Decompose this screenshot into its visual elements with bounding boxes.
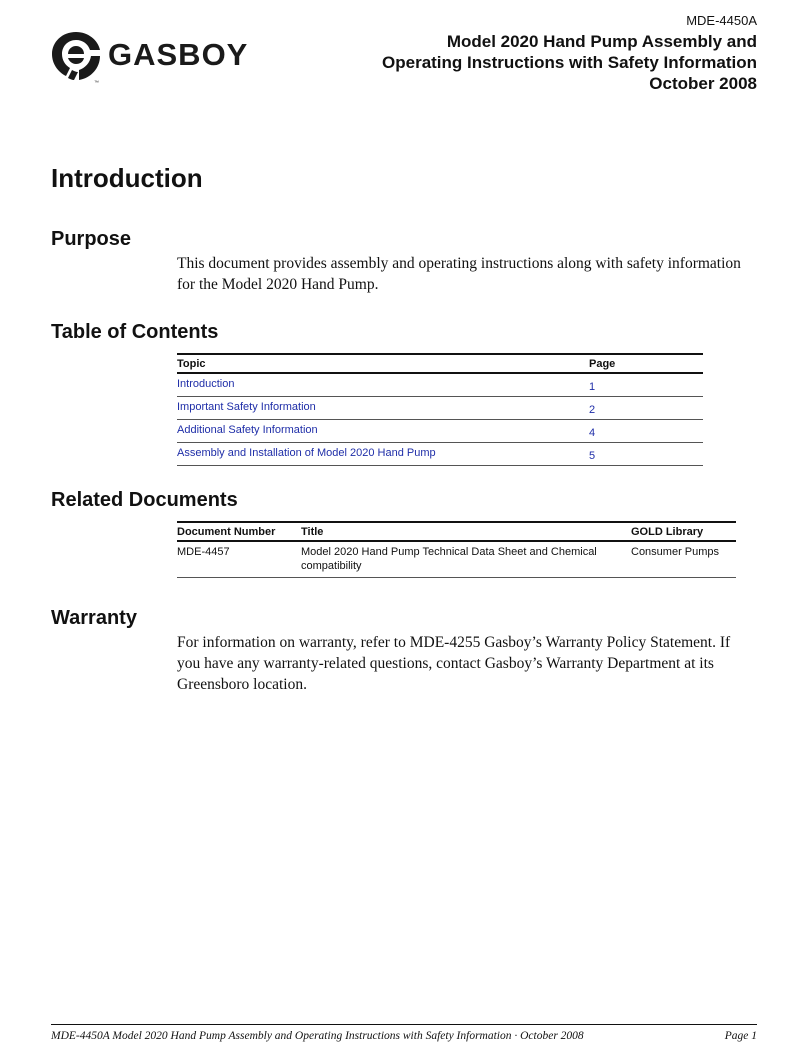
related-heading: Related Documents [51, 489, 238, 511]
related-header-row [177, 522, 736, 541]
toc-page-link[interactable]: 4 [589, 420, 703, 443]
related-doc-title: Model 2020 Hand Pump Technical Data Sheet and Chemical compatibility [301, 541, 631, 578]
related-doc-number: MDE-4457 [177, 541, 301, 578]
document-title-line: Model 2020 Hand Pump Assembly and [446, 32, 757, 51]
toc-topic-link[interactable]: Introduction [177, 373, 589, 397]
toc-col-topic: Topic [177, 354, 589, 373]
gasboy-emblem-icon [50, 30, 102, 82]
toc-col-page: Page [589, 354, 703, 373]
document-id: MDE-4450A [686, 13, 757, 28]
page-footer [51, 1024, 757, 1042]
footer-doc-info: MDE-4450A Model 2020 Hand Pump Assembly and Operating Instructions with Safety Information · October 2008 [51, 1030, 584, 1042]
toc-row[interactable] [177, 420, 703, 443]
purpose-text: This document provides assembly and operating instructions along with safety information for the Model 2020 Hand Pump. [177, 255, 741, 293]
toc-header-row [177, 354, 703, 373]
toc-page-link[interactable]: 5 [589, 443, 703, 466]
logo-wordmark: GASBOY [108, 37, 249, 72]
toc-page-link[interactable]: 2 [589, 397, 703, 420]
toc-topic-link[interactable]: Additional Safety Information [177, 420, 589, 443]
toc-topic-link[interactable]: Assembly and Installation of Model 2020 Hand Pump [177, 443, 589, 466]
gasboy-logo [50, 30, 250, 90]
document-title [337, 31, 757, 94]
document-title-line: October 2008 [649, 74, 757, 93]
toc-page-link[interactable]: 1 [589, 373, 703, 397]
toc-row[interactable] [177, 443, 703, 466]
related-row [177, 541, 736, 578]
toc-heading: Table of Contents [51, 321, 219, 343]
warranty-heading: Warranty [51, 607, 137, 629]
related-col-title: Title [301, 522, 631, 541]
toc-row[interactable] [177, 373, 703, 397]
toc-row[interactable] [177, 397, 703, 420]
toc-topic-link[interactable]: Important Safety Information [177, 397, 589, 420]
document-title-line: Operating Instructions with Safety Information [382, 53, 757, 72]
page-title: Introduction [51, 163, 203, 193]
related-col-number: Document Number [177, 522, 301, 541]
warranty-text: For information on warranty, refer to MDE-4255 Gasboy’s Warranty Policy Statement. If you have any warranty-related questions, contact Gasboy’s Warranty Department at its Greensboro location. [177, 634, 731, 693]
logo-trademark: ™ [94, 80, 99, 86]
toc-table [177, 353, 703, 466]
purpose-heading: Purpose [51, 228, 132, 250]
related-table [177, 521, 736, 578]
footer-page-number: Page 1 [724, 1030, 757, 1042]
related-col-library: GOLD Library [631, 522, 736, 541]
related-doc-library: Consumer Pumps [631, 541, 736, 578]
